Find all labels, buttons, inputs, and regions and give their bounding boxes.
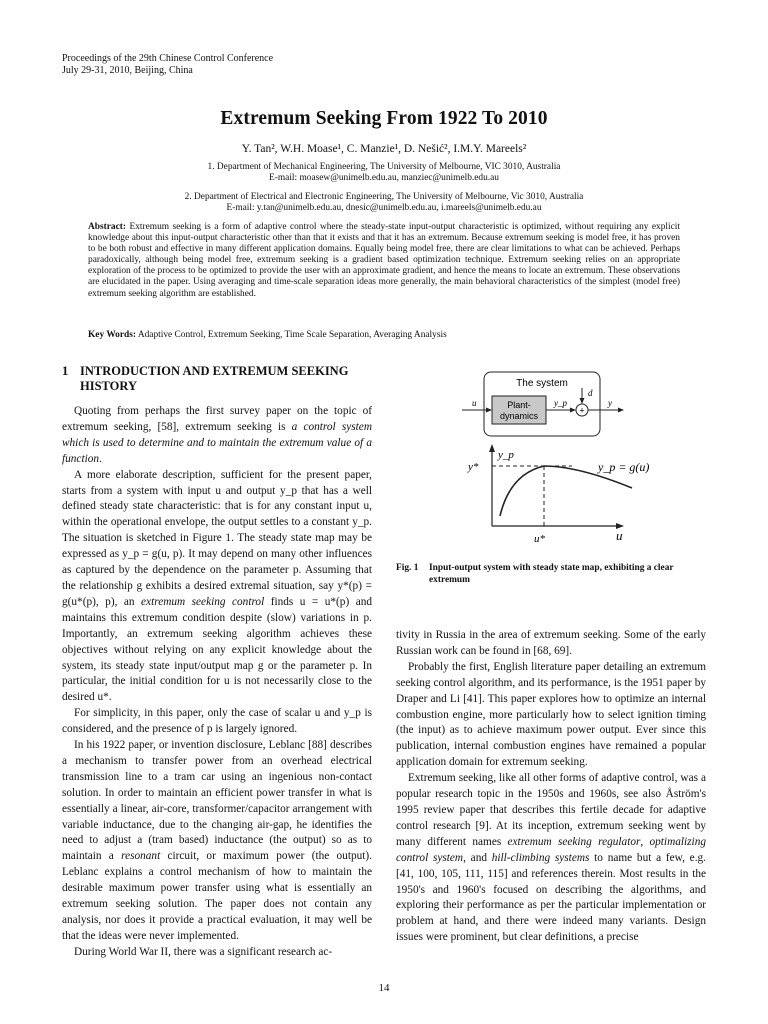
- system-diagram: [448, 366, 688, 546]
- plant-output-arrowhead: [570, 408, 576, 413]
- affiliation-2: [0, 192, 768, 215]
- section-title: INTRODUCTION AND EXTREMUM SEEKING HISTORY: [80, 364, 349, 393]
- paragraph-text: A more elaborate description, sufficient for the present paper, starts from a system with input u and output y_p that has a well defined steady state characteristic: that is for any constant input u, within the operational envelope, the output settles to a constant y_p. The situation is sketched in Figure 1. The steady state map may be expressed as y_p = g(u, p). It may depend on many other influences as captured by the dependence on the parameter p. Assuming that the relationship g exhibits a desired extremal situation, say y*(p) = g(u*(p), p), an: [62, 468, 372, 608]
- paragraph-emphasis: hill-climbing systems: [491, 851, 590, 864]
- paragraph: [62, 738, 372, 945]
- map-y-axis-arrow: [489, 444, 495, 452]
- keywords-text: Adaptive Control, Extremum Seeking, Time Scale Separation, Averaging Analysis: [137, 330, 447, 340]
- paragraph-emphasis: a control system which is used to determine and to maintain the extremum value of a function: [62, 420, 372, 465]
- abstract: [88, 222, 680, 300]
- paragraph-text: Extremum seeking, like all other forms of adaptive control, was a popular research topic in the 1950s and 1960s, see also Åström's 1995 review paper that describes this fertile decade for adaptive control research [9]. At its inception, extremum seeking went by many different names: [396, 772, 706, 848]
- plant-label-line-2: dynamics: [499, 411, 539, 421]
- system-box-label: The system: [516, 378, 568, 389]
- header-line-2: July 29-31, 2010, Beijing, China: [62, 65, 193, 76]
- paragraph-text: , and: [463, 851, 492, 864]
- header-line-1: Proceedings of the 29th Chinese Control Conference: [62, 53, 274, 64]
- paragraph-emphasis: extremum seeking regulator: [507, 835, 641, 848]
- extremum-value-label: y*: [468, 461, 479, 473]
- paragraph-text: tivity in Russia in the area of extremum seeking. Some of the early Russian work can be found in [68, 69].: [396, 629, 706, 657]
- paragraph-text: finds u = u*(p) and maintains this extremum condition despite (slow) variations in p. Importantly, an extremum seeking algorithm achieves these objectives without relying on any explicit knowledge about the system, its steady state input/output map g or the parameter p. In particular, the initial condition for u is not necessarily close to the desired u*.: [62, 595, 373, 704]
- paragraph-emphasis: extremum seeking control: [141, 595, 265, 608]
- summing-plus: +: [579, 405, 585, 416]
- paragraph: [396, 771, 706, 946]
- paragraph: [62, 468, 372, 707]
- affiliation-2-line-1: 2. Department of Electrical and Electronic Engineering, The University of Melbourne, Vic 3010, Australia: [184, 192, 584, 202]
- affiliation-2-email: E-mail: y.tan@unimelb.edu.au, dnesic@unimelb.edu.au, i.mareels@unimelb.edu.au: [226, 203, 542, 214]
- paragraph-text: For simplicity, in this paper, only the case of scalar u and y_p is considered, and the presence of p is largely ignored.: [62, 707, 372, 736]
- left-column: [62, 404, 372, 961]
- map-y-axis-label: y_p: [498, 449, 514, 461]
- abstract-text: Extremum seeking is a form of adaptive control where the steady-state input-output characteristic is optimized, without requiring any explicit knowledge about this input-output characteristic other than that it exists and that it has an extremum. Because extremum seeking is model free, it has proven to be both robust and effective in many different application domains. Equally being model free, there are clear limitations to what can be achieved. Perhaps paradoxically, although being model free, extremum seeking is a gradient based optimization technique. Extremum seeking relies on an appropriate exploration of the process to be optimized to provide the user with an approximate gradient, and hence the means to locate an extremum. These observations are elucidated in the paper. Using averaging and time-scale separation ideas more generally, the main behavioral characteristics of the simplest (model free) extremum seeking algorithm are established.: [88, 222, 681, 299]
- conference-header: [62, 53, 273, 77]
- paragraph-text: .: [99, 452, 102, 465]
- map-curve-label: y_p = g(u): [598, 460, 650, 474]
- affiliation-1-email: E-mail: moasew@unimelb.edu.au, manziec@unimelb.edu.au: [269, 173, 499, 184]
- abstract-label: Abstract:: [88, 222, 127, 232]
- paragraph-text: Quoting from perhaps the first survey paper on the topic of extremum seeking, [58], extremum seeking is: [62, 405, 372, 433]
- paragraph-text: In his 1922 paper, or invention disclosure, Leblanc [88] describes a mechanism to transfer power from an overhead electrical transmission line to a tram car using an ingenious non-contact solution. In order to maintain an efficient power transfer in what is essentially a linear, air-core, transformer/capacitor arrangement with variable inductance, due to the changing air-gap, he identifies the need to adjust a (tram based) inductance (the output) so as to maintain a: [62, 739, 372, 863]
- figure-1: [448, 366, 688, 551]
- input-label: u: [472, 398, 477, 408]
- author-list: Y. Tan², W.H. Moase¹, C. Manzie¹, D. Nešić², I.M.Y. Mareels²: [241, 143, 527, 155]
- input-arrowhead: [486, 408, 492, 413]
- plant-output-label: y_p: [554, 398, 567, 408]
- section-number: 1: [62, 364, 69, 378]
- paragraph-text: During World War II, there was a significant research ac-: [74, 945, 333, 958]
- paragraph: [396, 660, 706, 771]
- paragraph-emphasis: optimalizing control system: [396, 835, 706, 864]
- disturbance-arrowhead: [580, 398, 585, 404]
- output-label: y: [608, 398, 612, 408]
- caption-text: Input-output system with steady state map, exhibiting a clear extremum: [429, 563, 674, 585]
- caption-label: Fig. 1: [396, 563, 419, 573]
- map-x-axis-label: u: [616, 528, 623, 543]
- page-number: 14: [378, 982, 390, 994]
- right-column: [396, 628, 706, 946]
- output-arrowhead: [618, 408, 624, 413]
- paragraph: [62, 945, 372, 961]
- paragraph: [396, 628, 706, 660]
- plant-label-line-1: Plant-: [507, 400, 531, 410]
- affiliation-1-line-1: 1. Department of Mechanical Engineering, The University of Melbourne, VIC 3010, Australia: [207, 162, 561, 172]
- paragraph-text: ,: [640, 835, 650, 848]
- paragraph-text: Probably the first, English literature paper detailing an extremum seeking control algorithm, and its performance, is the 1951 paper by Draper and Li [41]. This paper explores how to optimize an internal combustion engine, more particularly how to select ignition timing (the input) as to achieve maximum power output. Ever since this publication, internal combustion engines have remained a popular application domain for extremum seeking.: [396, 660, 706, 769]
- extremum-input-label: u*: [534, 533, 545, 545]
- disturbance-label: d: [588, 388, 593, 398]
- paragraph-text: circuit, or maximum power (the output). Leblanc explains a control mechanism of how to maintain the desirable maximum power transfer using what is essentially an extremum seeking solution. The paper does not contain any analysis, nor does it provide a practical evaluation, it may well be that the ideas were never implemented.: [62, 850, 372, 942]
- affiliation-1: [0, 162, 768, 185]
- keywords: [88, 330, 680, 340]
- paragraph-text: to name but a few, e.g. [41, 100, 105, 111, 115] and references therein. Most results in the 1950's and 1960's focused on describing the algorithms, and exploring their performance as per the particular implementation or problem at hand, and there were indeed many variants. Design issues were prominent, but clear definitions, a precise: [396, 851, 706, 944]
- paragraph: [62, 404, 372, 468]
- paragraph-emphasis: resonant: [121, 850, 161, 863]
- keywords-label: Key Words:: [88, 330, 137, 340]
- paragraph: [62, 706, 372, 738]
- paper-title: Extremum Seeking From 1922 To 2010: [220, 108, 548, 129]
